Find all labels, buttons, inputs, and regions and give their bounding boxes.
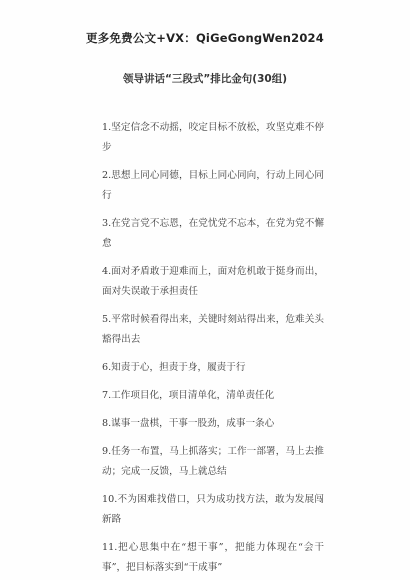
list-item: 8.谋事一盘棋，干事一股劲，成事一条心 [102,418,275,429]
document-title: 领导讲话“三段式”排比金句(30组) [122,73,287,85]
list-item: 7.工作项目化，项目清单化，清单责任化 [102,390,275,401]
list-item: 4.面对矛盾敢于迎难而上，面对危机敢于挺身而出，面对失误敢于承担责任 [102,266,324,297]
list-item: 6.知责于心，担责于身，履责于行 [102,362,246,373]
list-item: 1.坚定信念不动摇，咬定目标不放松，攻坚克难不停步 [102,122,324,153]
list-item: 3.在党言党不忘恩，在党忧党不忘本，在党为党不懈怠 [102,218,324,249]
list-item: 5.平常时候看得出来，关键时刻站得出来，危难关头豁得出去 [102,314,324,345]
page-header: 更多免费公文+VX：QiGeGongWen2024 [86,31,324,45]
document-body [88,118,324,586]
list-item: 9.任务一布置，马上抓落实；工作一部署，马上去推动；完成一反馈，马上就总结 [102,446,324,477]
list-item: 2.思想上同心同德，目标上同心同向，行动上同心同行 [102,170,324,201]
list-item: 10.不为困难找借口，只为成功找方法，敢为发展闯新路 [102,494,324,525]
list-item: 11.把心思集中在“想干事”，把能力体现在“会干事”，把目标落实到“干成事” [102,542,324,573]
